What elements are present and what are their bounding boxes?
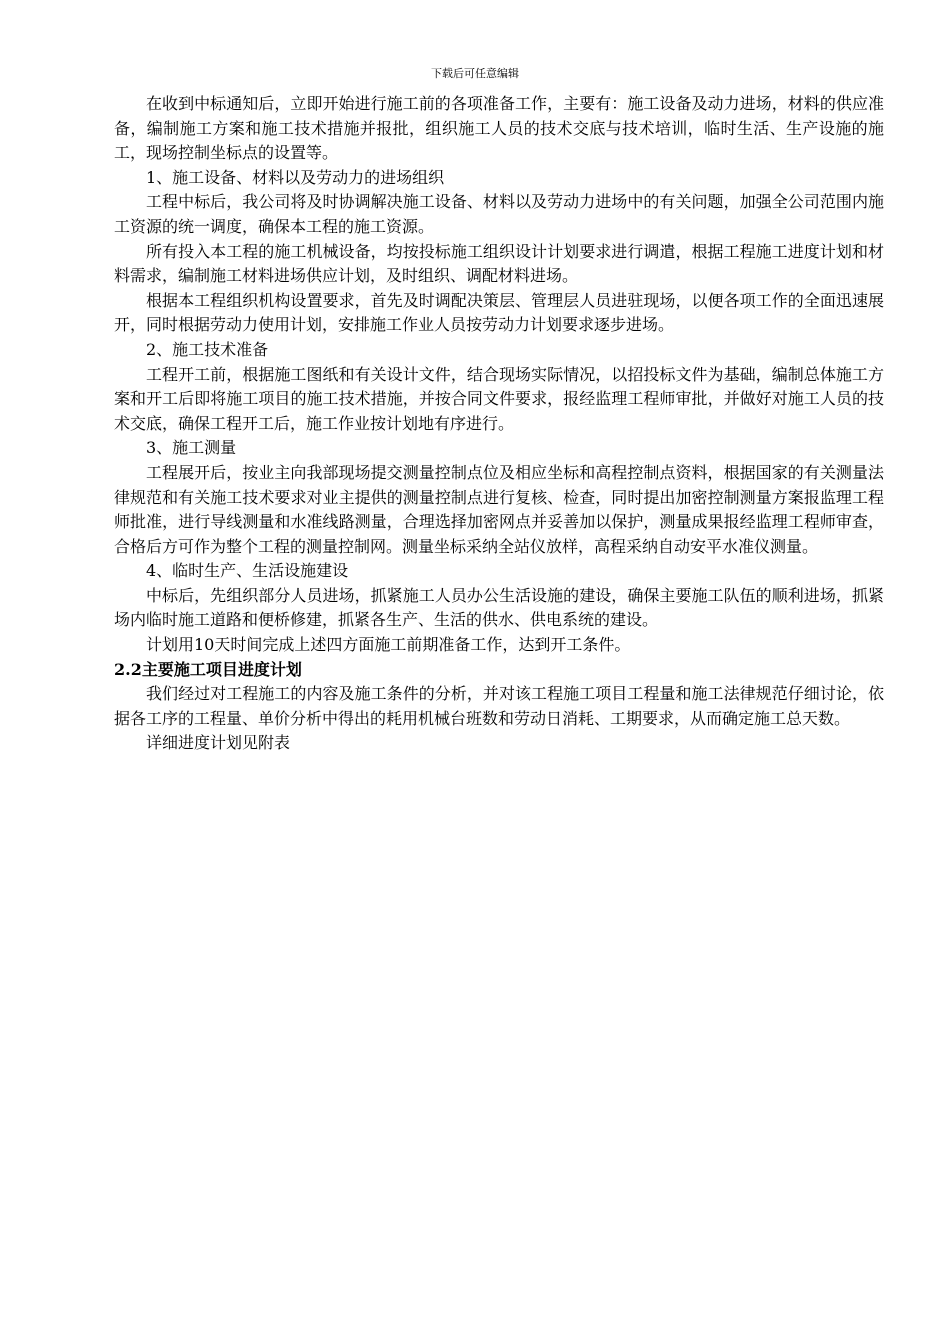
paragraph-equipment-1: 工程中标后，我公司将及时协调解决施工设备、材料以及劳动力进场中的有关问题，加强全公司范围内施工资源的统一调度，确保本工程的施工资源。 [114,192,884,236]
paragraph-survey: 工程展开后，按业主向我部现场提交测量控制点位及相应坐标和高程控制点资料，根据国家的有关测量法律规范和有关施工技术要求对业主提供的测量控制点进行复核、检查，同时提出加密控制测量方案报监理工程师批准，进行导线测量和水准线路测量，合理选择加密网点并妥善加以保护，测量成果报经监理工程师审查，合格后方可作为整个工程的测量控制网。测量坐标采纳全站仪放样，高程采纳自动安平水准仪测量。 [114,462,884,556]
page-header: 下载后可任意编辑 [431,67,519,80]
document-body [114,92,884,756]
paragraph-equipment-3: 根据本工程组织机构设置要求，首先及时调配决策层、管理层人员进驻现场，以便各项工作的全面迅速展开，同时根据劳动力使用计划，安排施工作业人员按劳动力计划要求逐步进场。 [114,290,884,335]
paragraph-appendix: 详细进度计划见附表 [146,733,291,753]
paragraph-plan-days: 计划用10天时间完成上述四方面施工前期准备工作，达到开工条件。 [146,635,631,655]
subheading-temporary-facilities: 4、临时生产、生活设施建设 [146,561,349,581]
paragraph-intro: 在收到中标通知后，立即开始进行施工前的各项准备工作，主要有：施工设备及动力进场，材料的供应准备，编制施工方案和施工技术措施并报批，组织施工人员的技术交底与技术培训，临时生活、生产设施的施工，现场控制坐标点的设置等。 [114,94,884,163]
paragraph-temporary-facilities: 中标后，先组织部分人员进场，抓紧施工人员办公生活设施的建设，确保主要施工队伍的顺利进场，抓紧场内临时施工道路和便桥修建，抓紧各生产、生活的供水、供电系统的建设。 [114,585,884,630]
paragraph-technical: 工程开工前，根据施工图纸和有关设计文件，结合现场实际情况，以招投标文件为基础，编制总体施工方案和开工后即将施工项目的施工技术措施，并按合同文件要求，报经监理工程师审批，并做好对施工人员的技术交底，确保工程开工后，施工作业按计划地有序进行。 [114,364,884,433]
paragraph-equipment-2: 所有投入本工程的施工机械设备，均按投标施工组织设计计划要求进行调遣，根据工程施工进度计划和材料需求，编制施工材料进场供应计划，及时组织、调配材料进场。 [114,241,884,286]
section-title: 2.2主要施工项目进度计划 [114,659,302,679]
paragraph-schedule: 我们经过对工程施工的内容及施工条件的分析，并对该工程施工项目工程量和施工法律规范仔细讨论，依据各工序的工程量、单价分析中得出的耗用机械台班数和劳动日消耗、工期要求，从而确定施工总天数。 [114,684,884,728]
subheading-survey: 3、施工测量 [146,438,237,458]
subheading-equipment: 1、施工设备、材料以及劳动力的进场组织 [146,167,445,187]
subheading-technical: 2、施工技术准备 [146,339,269,359]
